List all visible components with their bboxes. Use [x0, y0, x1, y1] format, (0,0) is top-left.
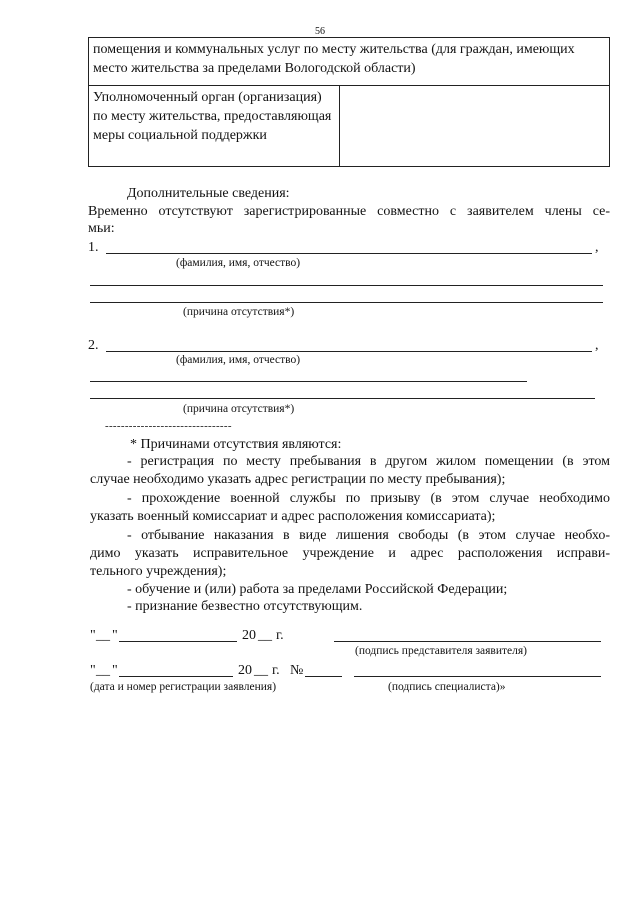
date-year-suffix: г. [276, 628, 284, 643]
member-1-comma: , [595, 240, 599, 255]
date-month-line[interactable] [119, 641, 237, 642]
date-year-suffix: г. [272, 663, 280, 678]
footnote-item3-line1: - отбывание наказания в виде лишения свободы (в этом случае необхо- [127, 528, 610, 543]
member-1-reason-line1[interactable] [90, 285, 603, 286]
representative-signature-caption: (подпись представителя заявителя) [355, 645, 527, 657]
date-month-line[interactable] [119, 676, 233, 677]
date-year-blank[interactable]: __ [254, 663, 268, 678]
registration-number-label: № [290, 663, 304, 678]
footnote-item3-line2: димо указать исправительное учреждение и адрес расположения исправи- [90, 546, 610, 561]
member-2-comma: , [595, 338, 599, 353]
specialist-signature-caption: (подпись специалиста)» [388, 681, 506, 693]
footnote-item1-line1: - регистрация по месту пребывания в другом жилом помещении (в этом [127, 454, 610, 469]
date-quote-close: " [112, 663, 118, 678]
additional-intro-line1: Временно отсутствуют зарегистрированные совместно с заявителем члены се- [88, 204, 610, 219]
member-1-fio-caption: (фамилия, имя, отчество) [176, 257, 301, 269]
footnote-item2-line2: указать военный комиссариат и адрес расположения комиссариата); [90, 509, 496, 524]
footnote-title: * Причинами отсутствия являются: [130, 437, 342, 452]
info-table [88, 37, 610, 167]
representative-signature-line[interactable] [334, 641, 601, 642]
member-2-reason-line2[interactable] [90, 398, 595, 399]
member-1-reason-line2[interactable] [90, 302, 603, 303]
table-cell-housing: помещения и коммунальных услуг по месту жительства (для граждан, имеющих место жительства за пределами Вологодской области) [89, 38, 610, 86]
date-day-blank[interactable]: __ [96, 628, 110, 643]
date-year-prefix: 20 [242, 628, 256, 643]
footnote-divider: -------------------------------- [105, 420, 232, 432]
additional-intro-line2: мьи: [88, 221, 115, 236]
date-year-blank[interactable]: __ [258, 628, 272, 643]
date-year-prefix: 20 [238, 663, 252, 678]
date-day-blank[interactable]: __ [96, 663, 110, 678]
table-row [89, 86, 610, 167]
footnote-item5: - признание безвестно отсутствующим. [127, 599, 363, 614]
table-row [89, 38, 610, 86]
date-quote-open: " [90, 663, 96, 678]
member-1-reason-caption: (причина отсутствия*) [183, 306, 295, 318]
registration-caption: (дата и номер регистрации заявления) [90, 681, 277, 693]
member-2-fio-line[interactable] [106, 351, 592, 352]
member-1-fio-line[interactable] [106, 253, 592, 254]
footnote-item1-line2: случае необходимо указать адрес регистрации по месту пребывания); [90, 472, 506, 487]
registration-number-line[interactable] [305, 676, 342, 677]
member-2-fio-caption: (фамилия, имя, отчество) [176, 354, 301, 366]
specialist-signature-line[interactable] [354, 676, 601, 677]
table-cell-authority-label: Уполномоченный орган (организация) по месту жительства, предоставляющая меры социальной поддержки [89, 86, 340, 167]
page-number: 56 [315, 26, 325, 37]
member-2-reason-caption: (причина отсутствия*) [183, 403, 295, 415]
footnote-item4: - обучение и (или) работа за пределами Российской Федерации; [127, 582, 508, 597]
additional-heading: Дополнительные сведения: [127, 186, 290, 201]
table-cell-authority-value [340, 86, 610, 167]
member-2-reason-line1[interactable] [90, 381, 527, 382]
date-quote-close: " [112, 628, 118, 643]
footnote-item3-line3: тельного учреждения); [90, 564, 227, 579]
member-1-number: 1. [88, 240, 99, 255]
member-2-number: 2. [88, 338, 99, 353]
date-quote-open: " [90, 628, 96, 643]
footnote-item2-line1: - прохождение военной службы по призыву (в этом случае необходимо [127, 491, 610, 506]
